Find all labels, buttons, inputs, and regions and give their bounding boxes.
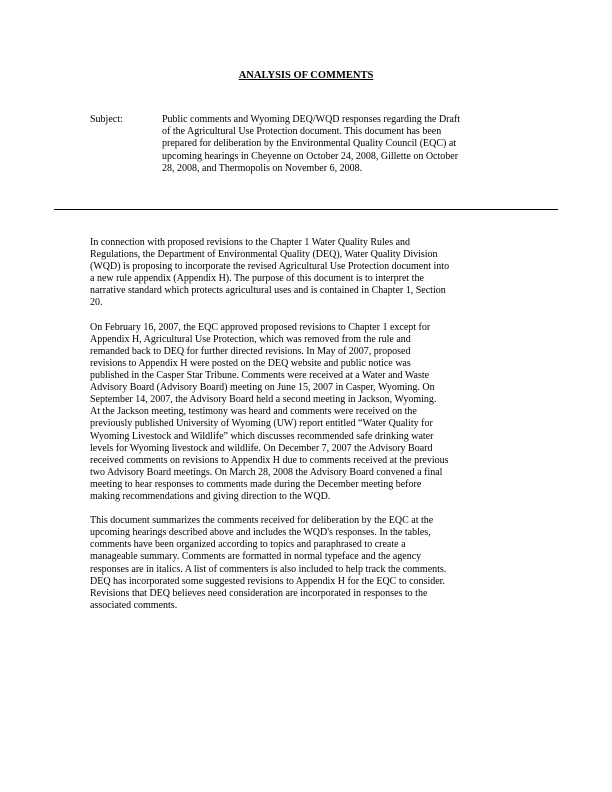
text-line: meeting to hear responses to comments made during the December meeting before xyxy=(90,478,422,490)
text-line: Regulations, the Department of Environmental Quality (DEQ), Water Quality Division xyxy=(90,249,438,261)
text-line: In connection with proposed revisions to the Chapter 1 Water Quality Rules and xyxy=(90,237,411,248)
text-line: Revisions that DEQ believes need consideration are incorporated in responses to the xyxy=(90,587,428,599)
text-line: a new rule appendix (Appendix H). The purpose of this document is to interpret the xyxy=(90,273,424,285)
text-line: remanded back to DEQ for further directed revisions. In May of 2007, proposed xyxy=(90,345,411,357)
subject-line: prepared for deliberation by the Environmental Quality Council (EQC) at xyxy=(162,138,457,150)
text-line: associated comments. xyxy=(90,599,178,611)
text-line: comments have been organized according to topics and paraphrased to create a xyxy=(90,539,406,551)
text-line: DEQ has incorporated some suggested revisions to Appendix H for the EQC to consider. xyxy=(90,575,445,587)
text-line: Advisory Board (Advisory Board) meeting on June 15, 2007 in Casper, Wyoming. On xyxy=(90,382,435,394)
text-line: published in the Casper Star Tribune. Comments were received at a Water and Waste xyxy=(90,370,430,382)
subject-line: Public comments and Wyoming DEQ/WQD responses regarding the Draft xyxy=(162,114,461,125)
document-body xyxy=(90,237,530,624)
text-line: Wyoming Livestock and Wildlife” which discusses recommended safe drinking water xyxy=(90,430,434,442)
paragraph-history xyxy=(90,322,530,503)
text-line: responses are in italics. A list of commenters is also included to help track the comments. xyxy=(90,563,447,575)
text-line: September 14, 2007, the Advisory Board held a second meeting in Jackson, Wyoming. xyxy=(90,394,437,406)
text-line: Appendix H, Agricultural Use Protection, which was removed from the rule and xyxy=(90,333,411,345)
horizontal-divider xyxy=(54,209,558,210)
text-line: (WQD) is proposing to incorporate the revised Agricultural Use Protection document into xyxy=(90,261,450,273)
text-line: received comments on revisions to Appendix H due to comments received at the previous xyxy=(90,454,449,466)
text-line: previously published University of Wyoming (UW) report entitled “Water Quality for xyxy=(90,418,433,430)
text-line: revisions to Appendix H were posted on the DEQ website and public notice was xyxy=(90,357,411,369)
text-line: manageable summary. Comments are formatted in normal typeface and the agency xyxy=(90,551,422,563)
text-line: two Advisory Board meetings. On March 28, 2008 the Advisory Board convened a final xyxy=(90,466,443,478)
text-line: upcoming hearings described above and includes the WQD's responses. In the tables, xyxy=(90,527,431,539)
paragraph-summary xyxy=(90,515,530,612)
subject-line: of the Agricultural Use Protection document. This document has been xyxy=(162,126,442,138)
subject-line: upcoming hearings in Cheyenne on October 24, 2008, Gillette on October xyxy=(162,150,459,162)
text-line: This document summarizes the comments received for deliberation by the EQC at the xyxy=(90,515,434,527)
text-line: making recommendations and giving direction to the WQD. xyxy=(90,490,331,502)
subject-line: 28, 2008, and Thermopolis on November 6, 2008. xyxy=(162,162,363,174)
text-line: levels for Wyoming livestock and wildlife. On December 7, 2007 the Advisory Board xyxy=(90,442,433,454)
document-title: ANALYSIS OF COMMENTS xyxy=(238,70,374,81)
paragraph-introduction xyxy=(90,237,530,310)
text-line: 20. xyxy=(90,297,103,309)
subject-label: Subject: xyxy=(90,114,123,125)
subject-text xyxy=(162,114,530,175)
text-line: On February 16, 2007, the EQC approved proposed revisions to Chapter 1 except for xyxy=(90,321,431,333)
text-line: narrative standard which protects agricultural uses and is contained in Chapter 1, Section xyxy=(90,285,446,297)
text-line: At the Jackson meeting, testimony was heard and comments were received on the xyxy=(90,406,417,418)
